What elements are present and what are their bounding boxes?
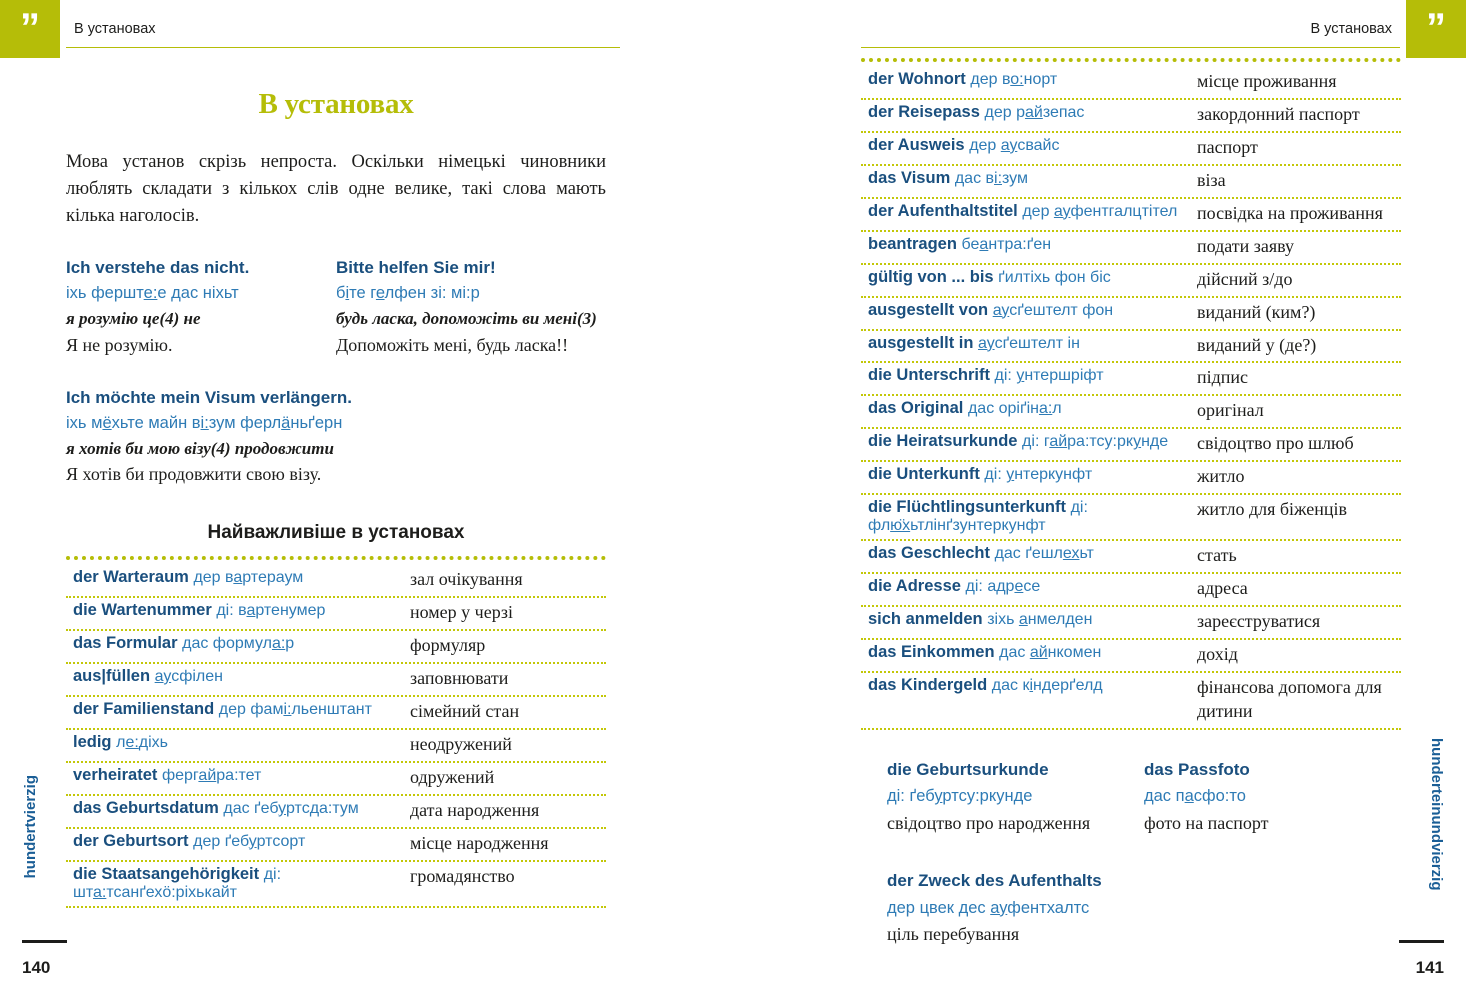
term-german: die Geburtsurkunde bbox=[887, 759, 1049, 779]
footer-rule-left bbox=[22, 940, 67, 943]
spacer bbox=[887, 837, 1401, 867]
translation-cell bbox=[1193, 235, 1401, 259]
table-row bbox=[66, 565, 606, 598]
term-transcription: дер во:норт bbox=[970, 71, 1058, 88]
translation-cell bbox=[1193, 301, 1401, 325]
table-row bbox=[861, 298, 1401, 331]
term-german: das Kindergeld bbox=[868, 675, 992, 694]
term-translation: свідоцтво про шлюб bbox=[1197, 433, 1354, 454]
quote-mark-icon: ” bbox=[20, 6, 40, 51]
term-block bbox=[1144, 756, 1401, 837]
term-translation: дохід bbox=[1197, 644, 1238, 664]
term-cell bbox=[861, 676, 1193, 695]
term-translation: місце проживання bbox=[1197, 71, 1337, 91]
term-german: der Warteraum bbox=[73, 568, 194, 587]
term-cell bbox=[861, 202, 1193, 221]
translation-cell bbox=[406, 634, 606, 658]
term-german: gültig von ... bis bbox=[868, 267, 999, 286]
phrase-block bbox=[66, 255, 336, 358]
term-translation: місце народження bbox=[410, 832, 549, 853]
term-cell bbox=[66, 568, 406, 587]
term-translation: зареєструватися bbox=[1197, 611, 1321, 632]
translation-cell bbox=[406, 799, 606, 823]
translation-cell bbox=[1193, 268, 1401, 292]
term-german: der Aufenthaltstitel bbox=[868, 201, 1023, 220]
translation-cell bbox=[406, 865, 606, 889]
term-translation: віза bbox=[1197, 169, 1226, 190]
table-row bbox=[66, 796, 606, 829]
table-row bbox=[66, 763, 606, 796]
term-cell bbox=[66, 667, 406, 686]
term-german: ausgestellt in bbox=[868, 333, 979, 352]
term-german: das Geschlecht bbox=[868, 544, 995, 563]
running-header-left: В установах bbox=[74, 21, 156, 37]
term-german: das Visum bbox=[868, 168, 955, 187]
translation-cell bbox=[406, 667, 606, 691]
phrase-translation: Я не розумію. bbox=[66, 334, 173, 355]
term-cell bbox=[66, 799, 406, 818]
term-cell bbox=[861, 544, 1193, 563]
term-cell bbox=[861, 577, 1193, 596]
term-german: ausgestellt von bbox=[868, 300, 993, 319]
page-right bbox=[733, 0, 1466, 1000]
translation-cell bbox=[406, 766, 606, 790]
right-page-body bbox=[861, 58, 1401, 948]
term-cell bbox=[66, 700, 406, 719]
term-german: das Einkommen bbox=[868, 643, 1000, 661]
translation-cell bbox=[1193, 399, 1401, 423]
term-cell bbox=[861, 103, 1193, 122]
term-transcription: аусфілен bbox=[154, 668, 223, 686]
term-translation: дійсний з/до bbox=[1197, 268, 1293, 289]
term-cell bbox=[66, 766, 406, 785]
translation-cell bbox=[1193, 498, 1401, 522]
term-cell bbox=[861, 366, 1193, 385]
term-german: sich anmelden bbox=[868, 610, 988, 629]
term-transcription: дас ві:зум bbox=[954, 169, 1028, 187]
term-transcription: дас пасфо:то bbox=[1144, 787, 1246, 806]
term-cell bbox=[66, 865, 406, 902]
term-transcription: ґилтіхь фон біс bbox=[998, 268, 1111, 286]
table-row bbox=[861, 673, 1401, 730]
term-cell bbox=[66, 634, 406, 653]
quote-mark-badge-right bbox=[1406, 0, 1466, 58]
term-block bbox=[887, 867, 1144, 948]
phrase-block bbox=[336, 255, 606, 358]
term-cell bbox=[861, 301, 1193, 320]
term-german: das Passfoto bbox=[1144, 759, 1250, 779]
term-cell bbox=[66, 832, 406, 851]
table-body bbox=[861, 67, 1401, 730]
phrase-german: Ich verstehe das nicht. bbox=[66, 258, 250, 278]
term-translation: паспорт bbox=[1197, 136, 1258, 157]
table-row bbox=[66, 697, 606, 730]
term-german: der Reisepass bbox=[868, 102, 985, 121]
table-row bbox=[861, 607, 1401, 640]
translation-cell bbox=[1193, 366, 1401, 390]
term-german: die Heiratsurkunde bbox=[868, 432, 1023, 451]
translation-cell bbox=[1193, 70, 1401, 94]
header-rule-right bbox=[861, 47, 1400, 48]
term-transcription: ді: унтеркунфт bbox=[984, 466, 1093, 484]
term-translation: ціль перебування bbox=[887, 924, 1020, 945]
table-row bbox=[861, 429, 1401, 462]
term-cell bbox=[861, 334, 1193, 353]
term-transcription: дер вартераум bbox=[193, 569, 304, 587]
term-german: die Adresse bbox=[868, 577, 966, 596]
table-row bbox=[861, 541, 1401, 574]
chapter-title: В установах bbox=[258, 88, 414, 120]
table-row bbox=[861, 363, 1401, 396]
term-translation: виданий у (де?) bbox=[1197, 334, 1317, 355]
translation-cell bbox=[1193, 334, 1401, 358]
term-cell bbox=[861, 498, 1193, 535]
term-transcription: дер райзепас bbox=[984, 103, 1085, 121]
table-row bbox=[66, 829, 606, 862]
term-translation: закордонний паспорт bbox=[1197, 103, 1360, 124]
table-row bbox=[66, 598, 606, 631]
intro-paragraph: Мова установ скрізь непроста. Оскільки німецькі чиновники люблять складати з кількох слів одне велике, такі слова мають кілька наголосів. bbox=[66, 152, 606, 226]
vocab-table-right bbox=[861, 58, 1401, 730]
side-tab-right: hunderteinundvierzig bbox=[1428, 738, 1445, 891]
phrase-section bbox=[66, 255, 606, 488]
phrase-transcription: іхь мёхьте майн ві:зум ферлӓньґерн bbox=[66, 413, 343, 432]
term-cell bbox=[861, 643, 1193, 662]
term-cell bbox=[861, 169, 1193, 188]
term-german: beantragen bbox=[868, 234, 962, 253]
term-cell bbox=[861, 465, 1193, 484]
term-transcription: аусґештелт фон bbox=[992, 301, 1114, 319]
term-translation: подати заяву bbox=[1197, 235, 1295, 256]
term-row bbox=[887, 756, 1401, 837]
translation-cell bbox=[406, 568, 606, 592]
table-row bbox=[861, 331, 1401, 364]
term-transcription: дас айнкомен bbox=[999, 644, 1102, 661]
phrase-literal: я розумію це(4) не bbox=[66, 309, 201, 329]
translation-cell bbox=[406, 601, 606, 625]
term-translation: оригінал bbox=[1197, 400, 1264, 421]
table-row bbox=[861, 640, 1401, 673]
term-cell bbox=[66, 601, 406, 620]
phrase-row bbox=[66, 385, 606, 488]
phrase-translation: Я хотів би продовжити свою візу. bbox=[66, 464, 322, 485]
phrase-literal: я хотів би мою візу(4) продовжити bbox=[66, 438, 334, 458]
translation-cell bbox=[1193, 169, 1401, 193]
running-header-right: В установах bbox=[1310, 21, 1392, 37]
term-translation: одружений bbox=[410, 766, 495, 787]
term-transcription: дас формула:р bbox=[182, 635, 295, 653]
table-row bbox=[861, 265, 1401, 298]
term-transcription: дер цвек дес ауфентхалтс bbox=[887, 898, 1090, 917]
term-cell bbox=[861, 136, 1193, 155]
term-german: die Unterschrift bbox=[868, 366, 995, 385]
spacer bbox=[66, 359, 606, 385]
quote-mark-badge-left bbox=[0, 0, 60, 58]
term-translation: посвідка на проживання bbox=[1197, 202, 1383, 223]
term-transcription: дас оріґіна:л bbox=[967, 400, 1062, 418]
phrase-transcription: біте гелфен зі: мі:р bbox=[336, 284, 480, 303]
term-transcription: дер ауфентгалцтітел bbox=[1022, 202, 1178, 220]
table-row bbox=[861, 166, 1401, 199]
term-translation: формуляр bbox=[410, 635, 486, 656]
table-row bbox=[861, 495, 1401, 541]
term-transcription: аусґештелт ін bbox=[978, 334, 1080, 352]
term-cell bbox=[861, 432, 1193, 451]
term-transcription: ді: адресе bbox=[965, 578, 1041, 596]
term-transcription: ді: унтершріфт bbox=[994, 367, 1104, 385]
table-row bbox=[861, 67, 1401, 100]
term-cell bbox=[861, 399, 1193, 418]
term-german: die Unterkunft bbox=[868, 465, 985, 484]
term-cell bbox=[861, 268, 1193, 287]
phrase-german: Bitte helfen Sie mir! bbox=[336, 258, 496, 278]
table-row bbox=[861, 199, 1401, 232]
translation-cell bbox=[1193, 577, 1401, 601]
table-row bbox=[66, 631, 606, 664]
section-heading: Найважливіше в установах bbox=[207, 522, 465, 544]
side-tab-left: hundertvierzig bbox=[22, 774, 39, 878]
table-row bbox=[66, 862, 606, 908]
table-row bbox=[861, 232, 1401, 265]
table-row bbox=[861, 100, 1401, 133]
term-translation: житло для біженців bbox=[1197, 499, 1348, 520]
table-row bbox=[861, 462, 1401, 495]
term-german: die Staatsangehörigkeit bbox=[73, 864, 264, 883]
translation-cell bbox=[1193, 103, 1401, 127]
term-row bbox=[887, 867, 1401, 948]
term-transcription: дер фамі:льенштант bbox=[218, 701, 372, 718]
term-transcription: дер аусвайс bbox=[969, 136, 1060, 154]
vocab-table-left bbox=[66, 556, 606, 907]
translation-cell bbox=[1193, 432, 1401, 456]
footer-rule-right bbox=[1399, 940, 1444, 943]
term-transcription: дас кіндерґелд bbox=[991, 676, 1103, 694]
left-page-body bbox=[66, 70, 606, 908]
table-body bbox=[66, 565, 606, 907]
term-german: das Formular bbox=[73, 634, 183, 653]
term-translation: виданий (ким?) bbox=[1197, 301, 1316, 322]
term-translation: свідоцтво про народження bbox=[887, 813, 1091, 834]
translation-cell bbox=[1193, 202, 1401, 226]
term-german: der Zweck des Aufenthalts bbox=[887, 871, 1102, 891]
translation-cell bbox=[1193, 610, 1401, 634]
phrase-block bbox=[66, 385, 606, 488]
term-transcription: ді: ґебуртсу:ркунде bbox=[887, 787, 1033, 806]
term-transcription: ді: гайра:тсу:ркунде bbox=[1022, 433, 1169, 451]
bottom-term-blocks bbox=[861, 756, 1401, 949]
term-german: der Ausweis bbox=[868, 135, 970, 154]
term-translation: адреса bbox=[1197, 578, 1248, 599]
translation-cell bbox=[1193, 544, 1401, 568]
term-transcription: фергайра:тет bbox=[161, 766, 262, 784]
term-german: aus|füllen bbox=[73, 667, 155, 686]
term-transcription: беантра:ґен bbox=[961, 235, 1052, 253]
term-translation: громадянство bbox=[410, 865, 515, 886]
translation-cell bbox=[406, 733, 606, 757]
term-cell bbox=[861, 70, 1193, 89]
phrase-literal: будь ласка, допоможіть ви мені(3) bbox=[336, 309, 597, 329]
phrase-german: Ich möchte mein Visum verlängern. bbox=[66, 387, 352, 407]
term-cell bbox=[66, 733, 406, 752]
term-translation: номер у черзі bbox=[410, 602, 514, 623]
table-row bbox=[66, 730, 606, 763]
term-transcription: дас ґебуртсда:тум bbox=[223, 799, 359, 817]
term-transcription: дер ґебуртсорт bbox=[193, 832, 306, 850]
table-row bbox=[861, 133, 1401, 166]
translation-cell bbox=[1193, 465, 1401, 489]
table-row bbox=[861, 574, 1401, 607]
phrase-transcription: іхь ферште:е дас ніхьт bbox=[66, 284, 239, 303]
term-translation: дата народження bbox=[410, 799, 540, 820]
term-translation: заповнювати bbox=[410, 668, 509, 689]
term-german: die Flüchtlingsunterkunft bbox=[868, 498, 1071, 517]
term-translation: підпис bbox=[1197, 367, 1249, 388]
term-block bbox=[887, 756, 1144, 837]
term-transcription: дас ґешлехьт bbox=[994, 545, 1094, 563]
term-transcription: ді: вартенумер bbox=[216, 602, 326, 620]
term-translation: фото на паспорт bbox=[1144, 813, 1269, 834]
table-top-border bbox=[66, 556, 606, 560]
term-german: verheiratet bbox=[73, 765, 162, 784]
term-transcription: зіхь анмелден bbox=[987, 611, 1093, 629]
term-translation: сімейний стан bbox=[410, 701, 520, 721]
term-transcription: ді: шта:тсанґехӧ:ріхькайт bbox=[73, 865, 282, 901]
term-german: der Familienstand bbox=[73, 700, 219, 718]
term-german: das Geburtsdatum bbox=[73, 798, 224, 817]
header-rule-left bbox=[66, 47, 620, 48]
page-number-right: 141 bbox=[1415, 958, 1444, 977]
term-translation: неодружений bbox=[410, 733, 512, 754]
translation-cell bbox=[1193, 643, 1401, 667]
quote-mark-icon: ” bbox=[1426, 6, 1446, 51]
translation-cell bbox=[1193, 136, 1401, 160]
term-german: der Geburtsort bbox=[73, 831, 194, 850]
term-german: der Wohnort bbox=[868, 70, 971, 88]
phrase-translation: Допоможіть мені, будь ласка!! bbox=[336, 334, 569, 355]
table-top-border bbox=[861, 58, 1401, 62]
translation-cell bbox=[406, 700, 606, 724]
term-translation: фінансова допомога для дитини bbox=[1197, 676, 1382, 721]
term-german: die Wartenummer bbox=[73, 601, 217, 620]
term-german: ledig bbox=[73, 732, 117, 751]
term-translation: стать bbox=[1197, 545, 1237, 566]
term-german: das Original bbox=[868, 399, 968, 418]
phrase-row bbox=[66, 255, 606, 358]
translation-cell bbox=[406, 832, 606, 856]
table-row bbox=[861, 396, 1401, 429]
table-row bbox=[66, 664, 606, 697]
term-transcription: ле:діхь bbox=[116, 733, 169, 751]
page-number-left: 140 bbox=[22, 958, 51, 977]
term-translation: зал очікування bbox=[410, 569, 523, 590]
term-cell bbox=[861, 610, 1193, 629]
translation-cell bbox=[1193, 676, 1401, 724]
term-transcription: ді: флю̈хьтлінґзунтеркунфт bbox=[868, 499, 1088, 535]
term-cell bbox=[861, 235, 1193, 254]
term-translation: житло bbox=[1197, 466, 1245, 487]
